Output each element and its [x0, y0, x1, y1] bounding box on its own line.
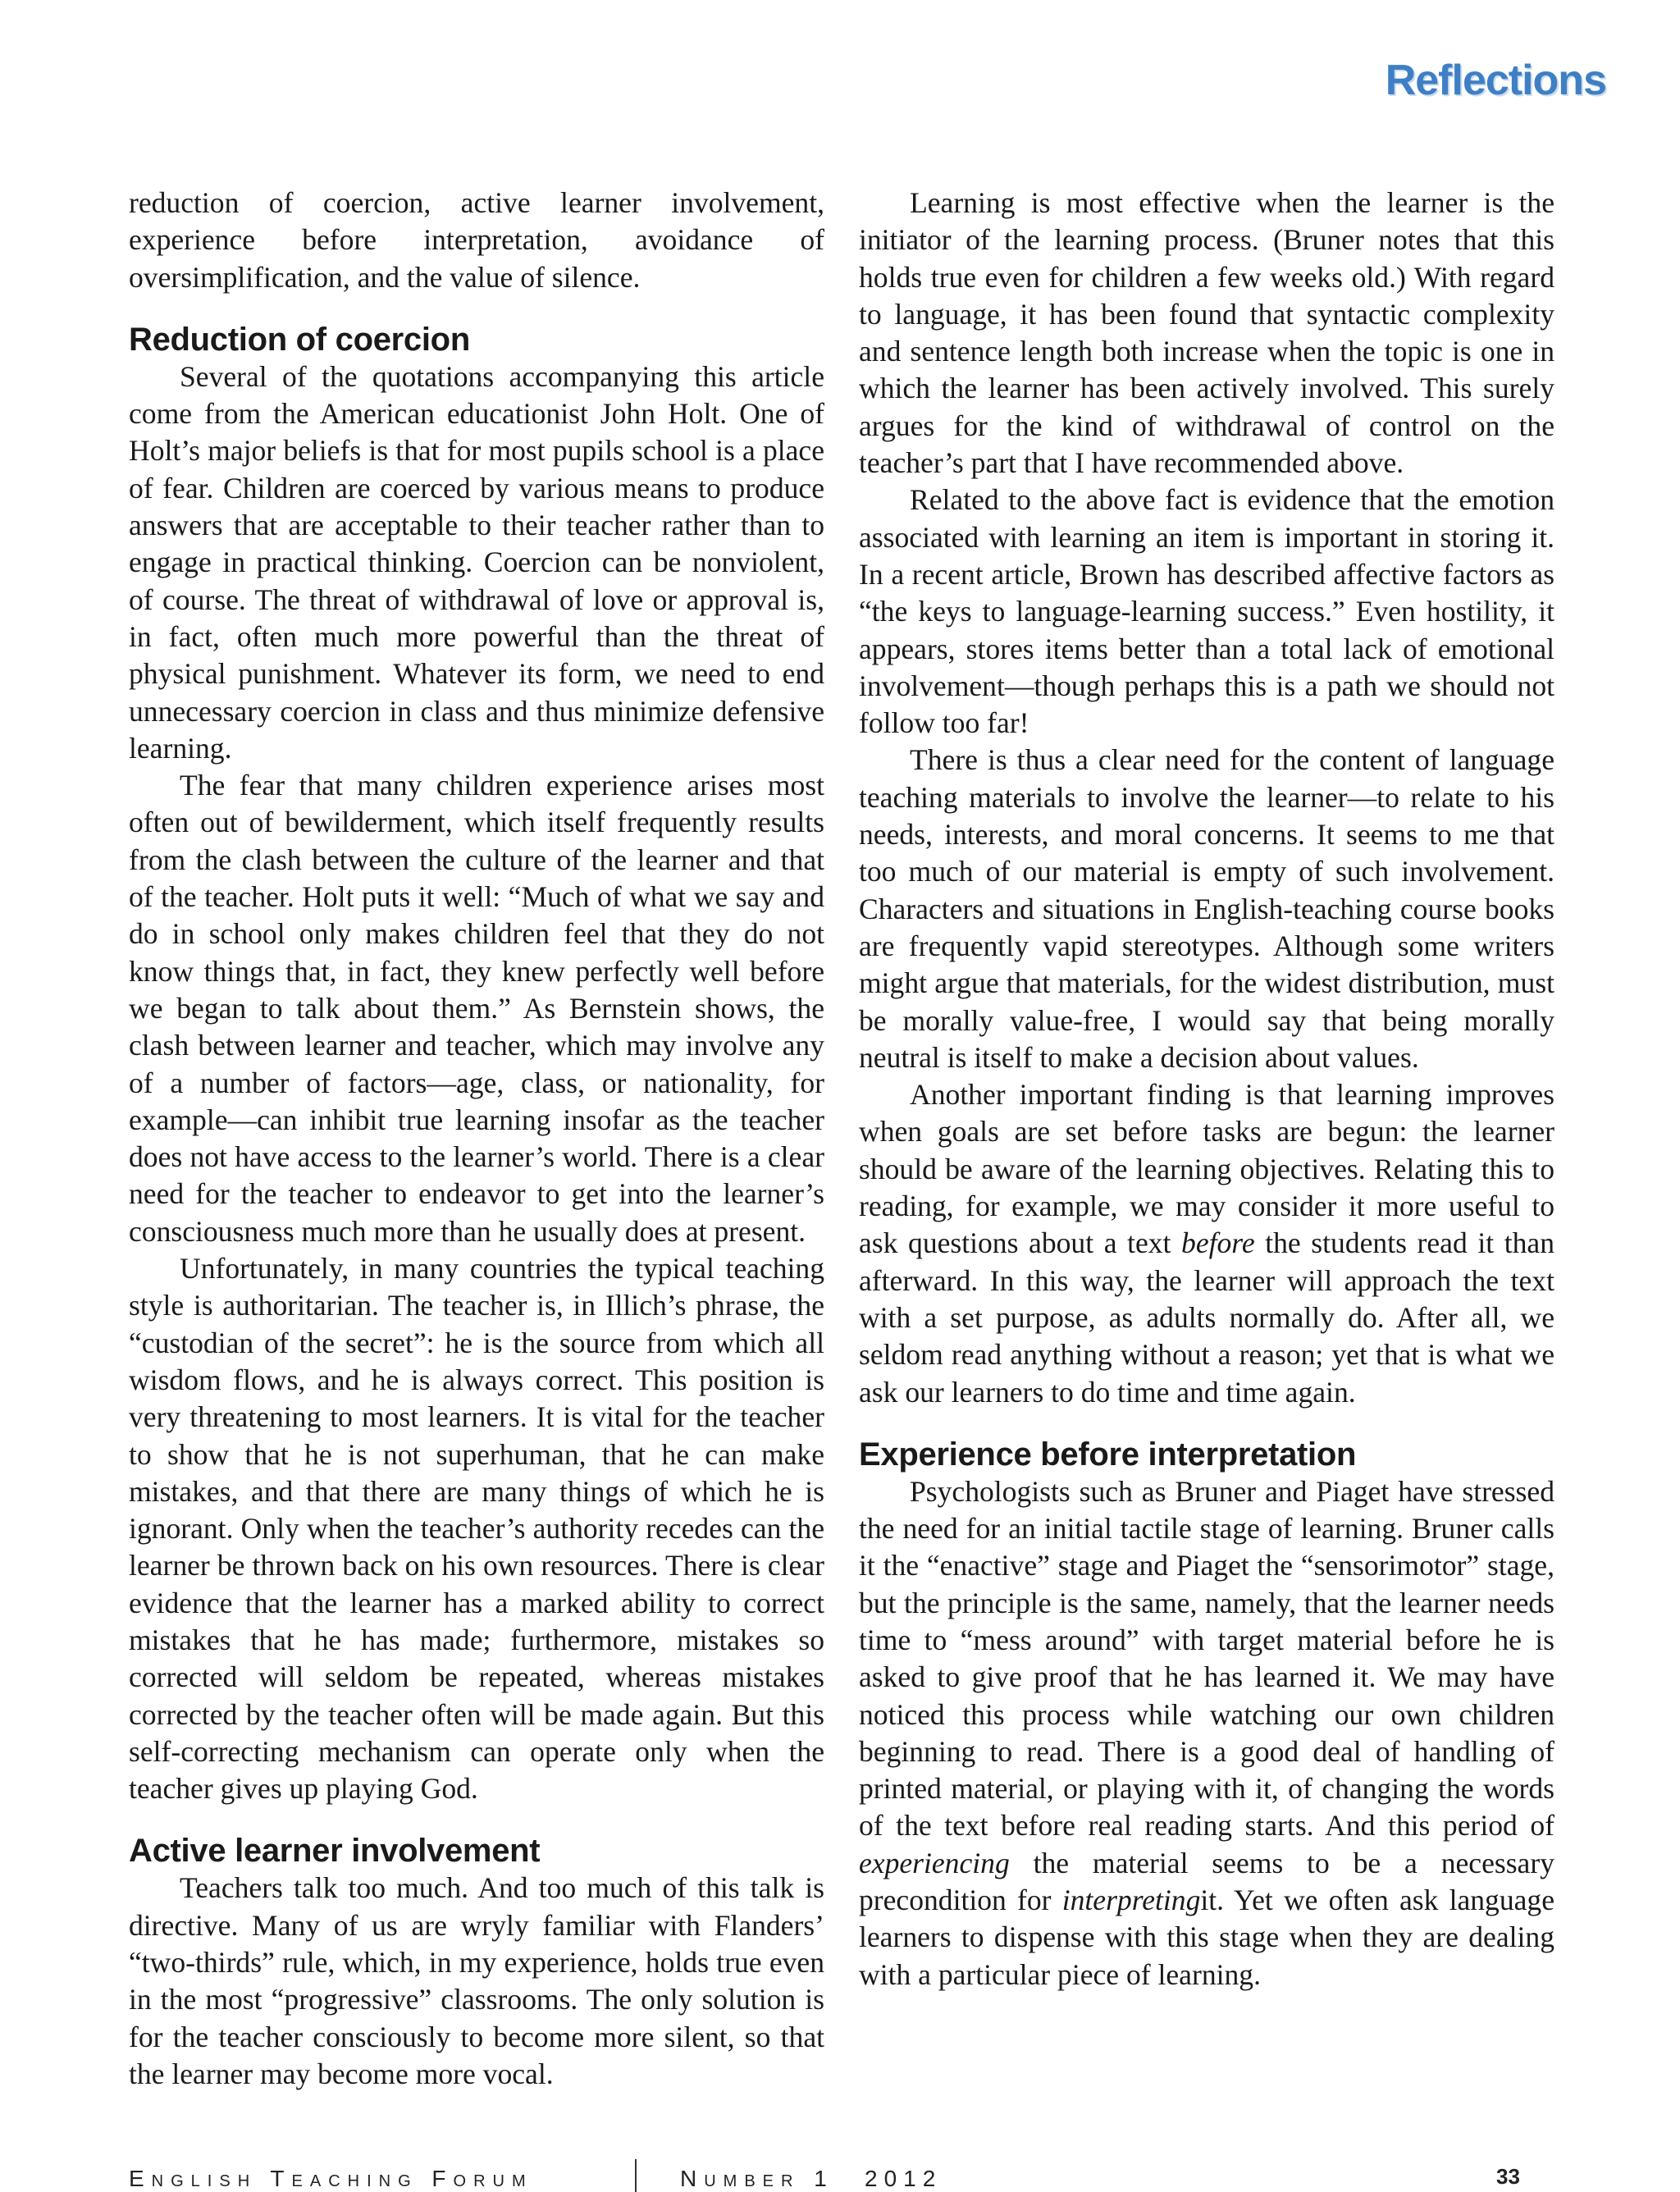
text-run: the material seems to be a necessary precondition for [859, 1846, 1554, 1917]
paragraph-continuation: reduction of coercion, active learner involvement, experience before interpretation, avoidance of oversimplification, and the value of silence. [129, 186, 824, 294]
text-run: Psychologists such as Bruner and Piaget have stressed the need for an initial tactile stage of learning. Bruner calls it the “enactive” stage and Piaget the “sensorimotor” stage, but the principle is the same, namely, that the learner needs time to “mess around” with target material before he is asked to give proof that he has learned it. We may have noticed this process while watching our own children beginning to read. There is a good deal of handling of printed material, or playing with it, of changing the words of the text before real reading starts. And this period of [859, 1474, 1554, 1843]
paragraph: Teachers talk too much. And too much of this talk is directive. Many of us are wryly familiar with Flanders’ “two-thirds” rule, which, in my experience, holds true even in the most “progressive” classrooms. The only solution is for the teacher consciously to become more silent, so that the learner may become more vocal. [129, 1871, 824, 2090]
text-run: Another important finding is that learning improves when goals are set before tasks are begun: the learner should be aware of the learning objectives. Relating this to reading, for example, we may consider it more useful to ask questions about a text [859, 1078, 1554, 1260]
paragraph: Related to the above fact is evidence that the emotion associated with learning an item is important in storing it. In a recent article, Brown has described affective factors as “the keys to language-learning success.” Even hostility, it appears, stores items better than a total lack of emotional involvement—though perhaps this is a path we should not follow too far! [859, 483, 1554, 740]
page-number: 33 [1496, 2164, 1520, 2189]
text-run: the students read it than afterward. In this way, the learner will approach the text with a set purpose, as adults normally do. After all, we seldom read anything without a reason; yet that is what we ask our learners to do time and time again. [859, 1226, 1554, 1409]
section-title-reflections: Reflections [1385, 57, 1606, 104]
footer-divider [635, 2159, 637, 2192]
issue-number: Number 1 [680, 2166, 834, 2191]
paragraph: There is thus a clear need for the content of language teaching materials to involve the learner—to relate to his needs, interests, and moral concerns. It seems to me that too much of our material is empty of such involvement. Characters and situations in English-teaching course books are frequently vapid stereotypes. Although some writers might argue that materials, for the widest distribution, must be morally value-free, I would say that being morally neutral is itself to make a decision about values. [859, 743, 1554, 1074]
emphasis-before: before [1181, 1226, 1255, 1260]
heading-active-learner-involvement: Active learner involvement [129, 1833, 541, 1870]
emphasis-experiencing: experiencing [859, 1846, 1010, 1879]
heading-reduction-of-coercion: Reduction of coercion [129, 321, 470, 358]
paragraph: Learning is most effective when the learner is the initiator of the learning process. (Bruner notes that this holds true even for children a few weeks old.) With regard to language, it has been found that syntactic complexity and sentence length both increase when the topic is one in which the learner has been actively involved. This surely argues for the kind of withdrawal of control on the teacher’s part that I have recommended above. [859, 186, 1554, 480]
text-run: it. Yet we often ask language learners to dispense with this stage when they are dealing with a particular piece of learning. [859, 1884, 1554, 1991]
heading-experience-before-interpretation: Experience before interpretation [859, 1436, 1357, 1473]
paragraph [859, 1076, 1554, 1411]
paragraph: The fear that many children experience arises most often out of bewilderment, which itself frequently results from the clash between the culture of the learner and that of the teacher. Holt puts it well: “Much of what we say and do in school only makes children feel that they do not know things that, in fact, they knew perfectly well before we began to talk about them.” As Bernstein shows, the clash between learner and teacher, which may involve any of a number of factors—age, class, or nationality, for example—can inhibit true learning insofar as the teacher does not have access to the learner’s world. There is a clear need for the teacher to endeavor to get into the learner’s consciousness much more than he usually does at present. [129, 769, 824, 1248]
paragraph: Several of the quotations accompanying this article come from the American educationist John Holt. One of Holt’s major beliefs is that for most pupils school is a place of fear. Children are coerced by various means to produce answers that are acceptable to their teacher rather than to engage in practical thinking. Coercion can be nonviolent, of course. The threat of withdrawal of love or approval is, in fact, often much more powerful than the threat of physical punishment. Whatever its form, we need to end unnecessary coercion in class and thus minimize defensive learning. [129, 359, 824, 765]
right-column [859, 185, 1554, 1993]
journal-name: English Teaching Forum [129, 2166, 533, 2191]
issue-year: 2012 [865, 2166, 943, 2191]
paragraph: Unfortunately, in many countries the typical teaching style is authoritarian. The teacher is, in Illich’s phrase, the “custodian of the secret”: he is the source from which all wisdom flows, and he is always correct. This position is very threatening to most learners. It is vital for the teacher to show that he is not superhuman, that he can make mistakes, and that there are many things of which he is ignorant. Only when the teacher’s authority recedes can the learner be thrown back on his own resources. There is clear evidence that the learner has a marked ability to correct mistakes that he has made; furthermore, mistakes so corrected will seldom be repeated, whereas mistakes corrected by the teacher often will be made again. But this self-correcting mechanism can operate only when the teacher gives up playing God. [129, 1252, 824, 1806]
emphasis-interpreting: interpreting [1061, 1884, 1201, 1917]
left-column [129, 185, 824, 2093]
paragraph [859, 1473, 1554, 1993]
